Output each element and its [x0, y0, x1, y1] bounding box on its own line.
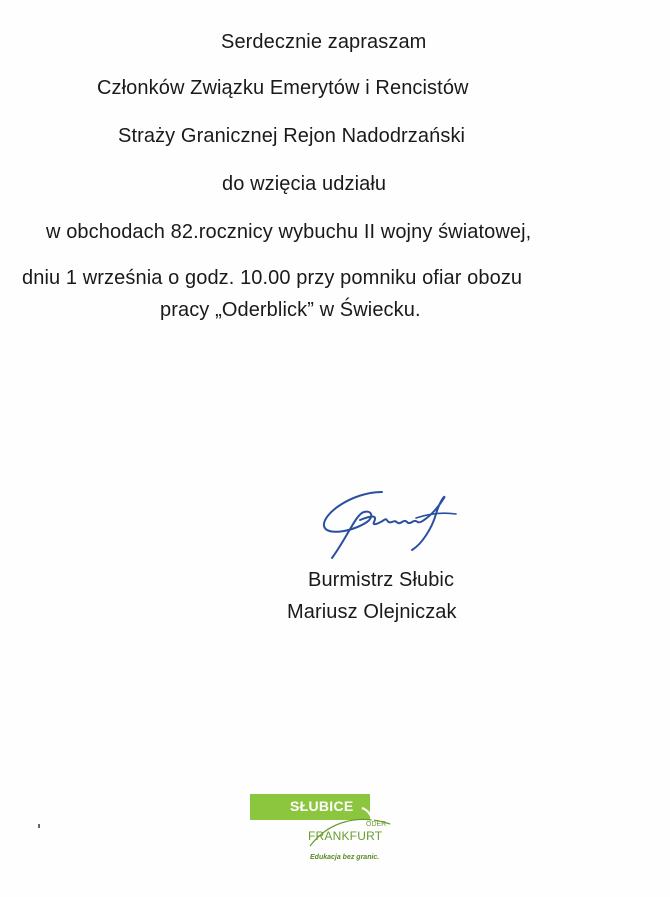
date-place-line: dniu 1 września o godz. 10.00 przy pomniku ofiar obozu [22, 267, 523, 289]
event-line: w obchodach 82.rocznicy wybuchu II wojny światowej, [46, 221, 532, 243]
signatory-title: Burmistrz Słubic [308, 569, 455, 591]
signatory-name: Mariusz Olejniczak [287, 601, 457, 623]
logo-frankfurt-text: FRANKFURT [308, 829, 383, 843]
logo-tagline: Edukacja bez granic. [310, 854, 380, 861]
addressee-region-line: Straży Granicznej Rejon Nadodrzański [118, 125, 466, 147]
place-line: pracy „Oderblick” w Świecku. [160, 299, 421, 321]
greeting-line: Serdecznie zapraszam [221, 31, 427, 53]
logo-oder-text: ODER [366, 821, 387, 828]
signature-image [312, 484, 472, 564]
participation-line: do wzięcia udziału [222, 173, 387, 195]
scan-mark [38, 824, 40, 828]
addressee-line: Członków Związku Emerytów i Rencistów [97, 77, 469, 99]
logo-city-text: SŁUBICE [290, 798, 354, 814]
slubice-logo [250, 790, 400, 870]
